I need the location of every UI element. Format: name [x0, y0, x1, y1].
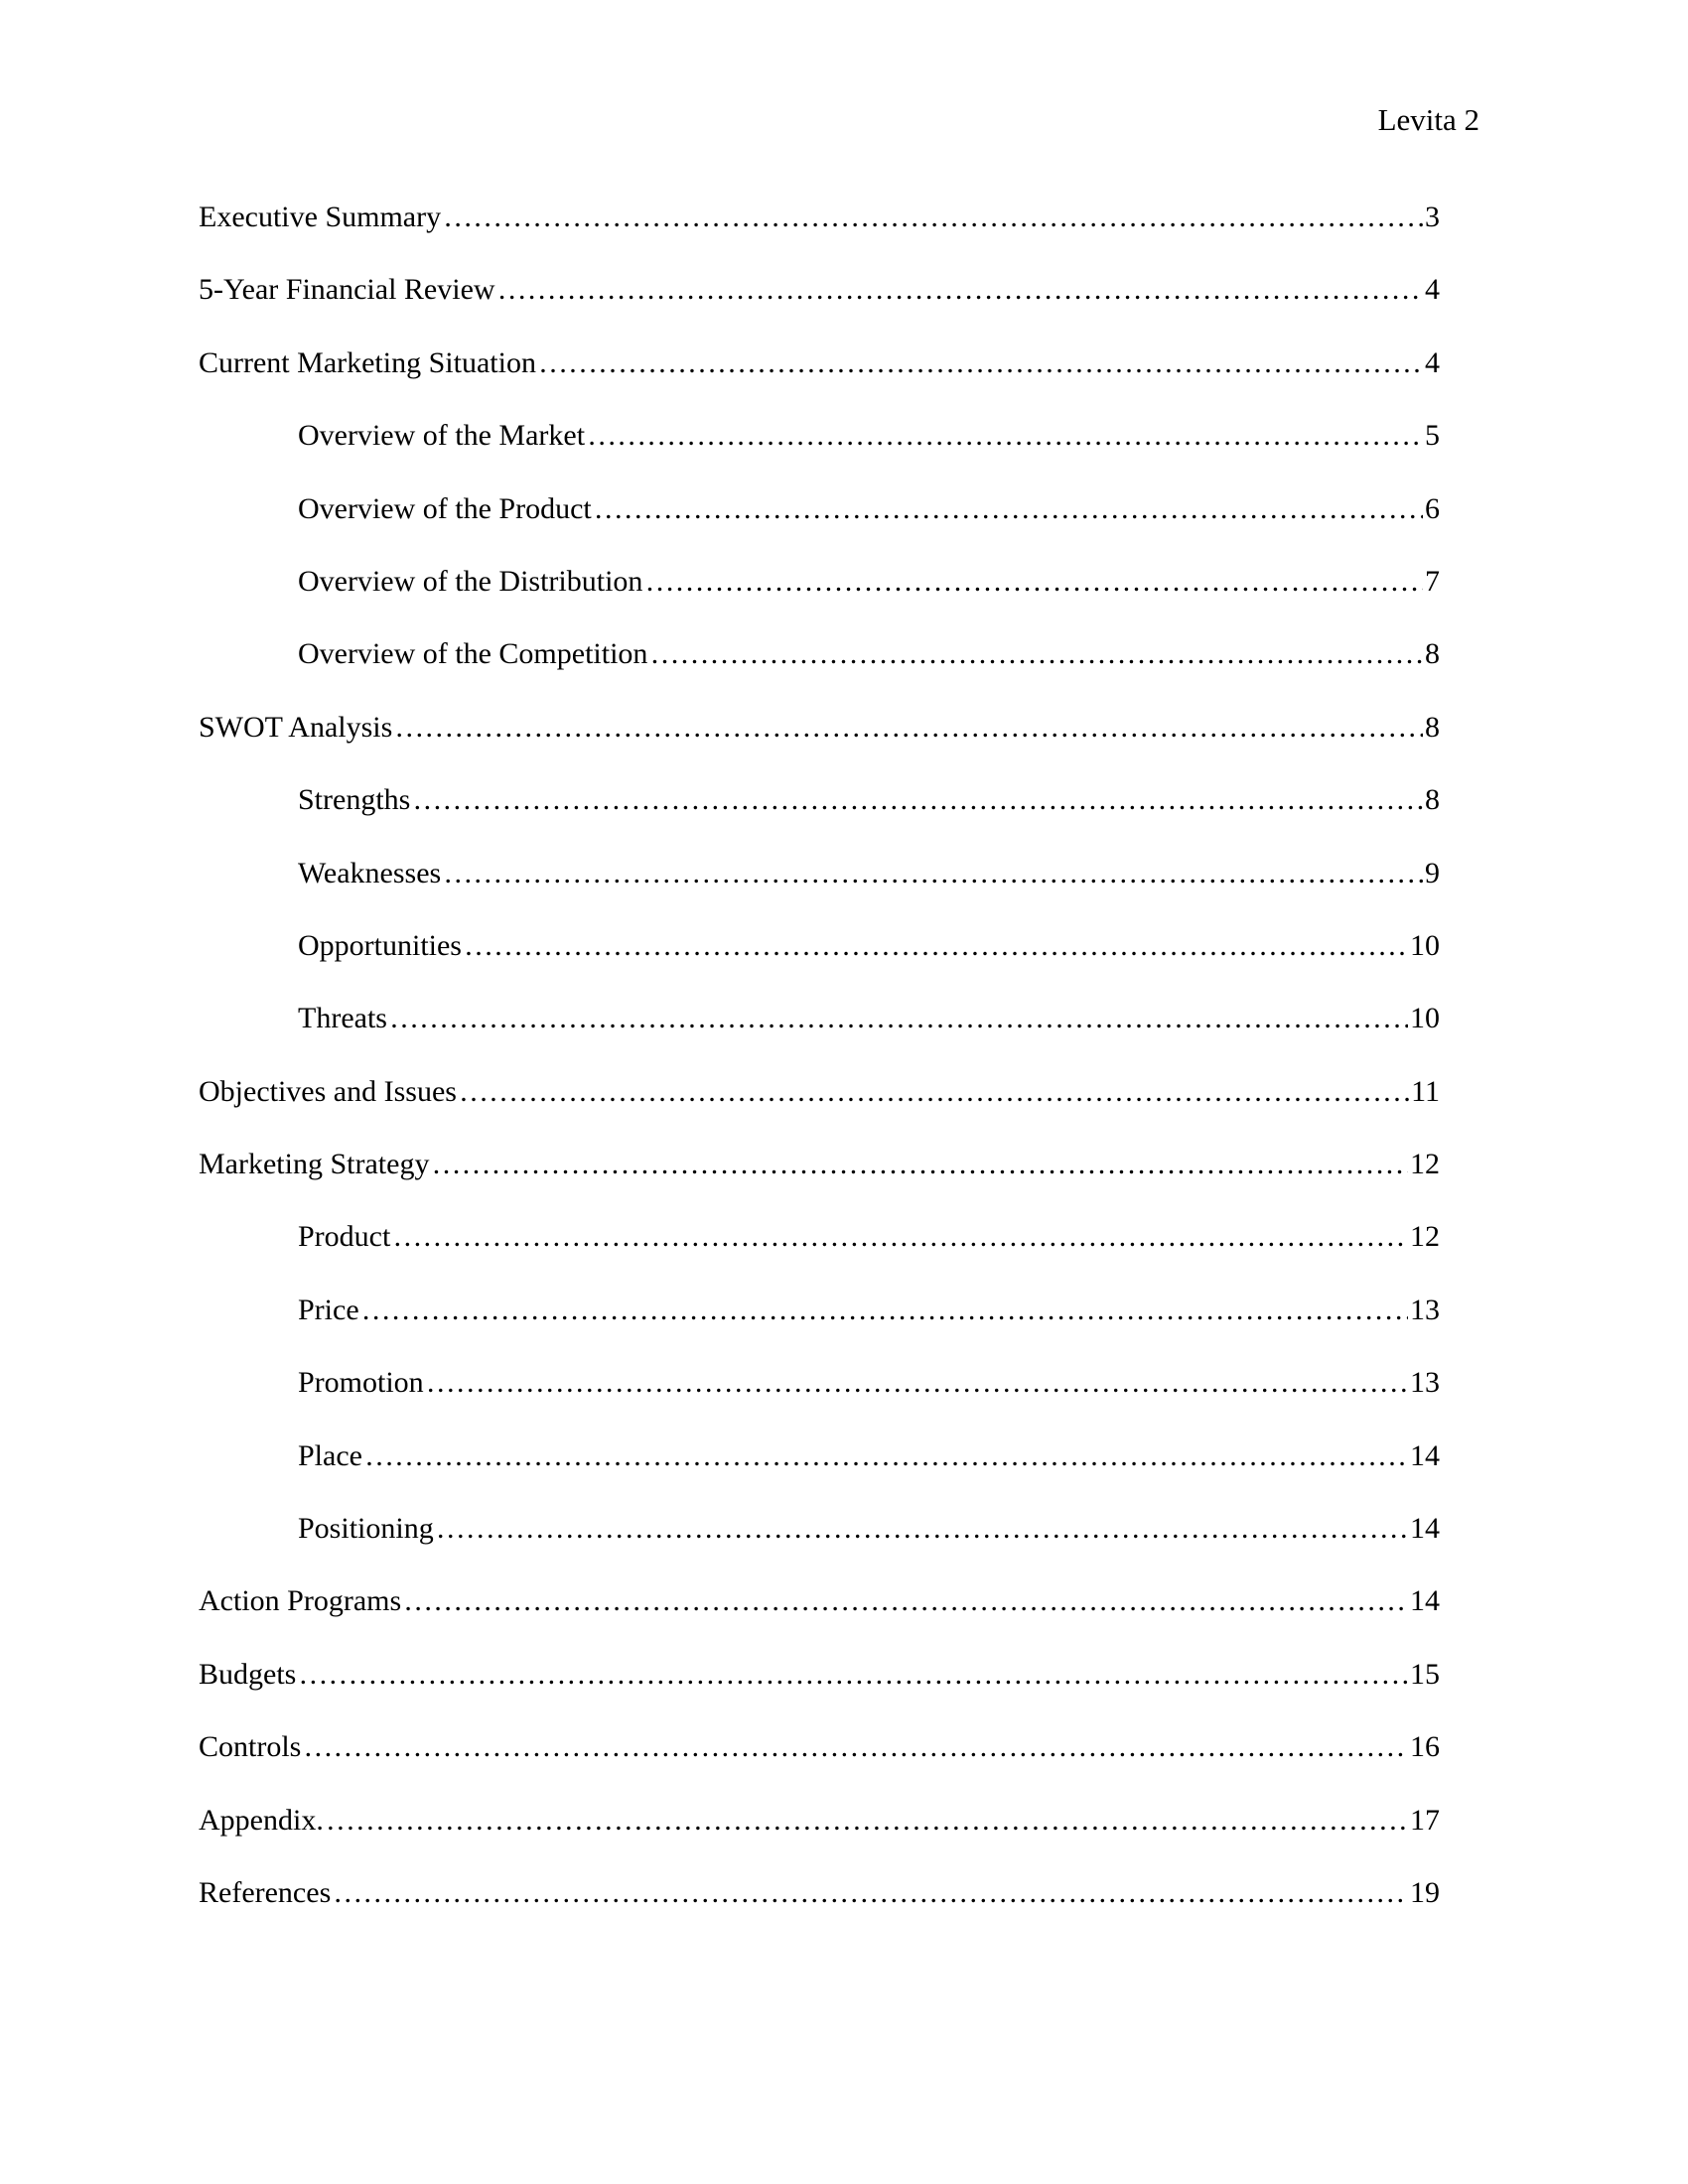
- toc-entry-label: Promotion: [298, 1366, 424, 1400]
- toc-leader-dots: [333, 1872, 1408, 1914]
- toc-entry-page-number: 3: [1425, 201, 1440, 233]
- toc-entry-page-number: 13: [1410, 1366, 1440, 1400]
- toc-entry: [199, 415, 1440, 487]
- toc-entry-label: 5-Year Financial Review: [199, 273, 495, 307]
- toc-entry-label: SWOT Analysis: [199, 710, 393, 744]
- toc-leader-dots: [394, 707, 1423, 749]
- toc-entry-label: Current Marketing Situation: [199, 345, 536, 379]
- toc-leader-dots: [389, 998, 1408, 1039]
- toc-entry: [199, 998, 1440, 1070]
- toc-leader-dots: [587, 415, 1423, 457]
- toc-entry-label: Opportunities: [298, 928, 462, 962]
- toc-leader-dots: [364, 1435, 1408, 1477]
- toc-entry: [199, 779, 1440, 852]
- toc-entry-label: Product: [298, 1220, 391, 1254]
- running-head: Levita 2: [1377, 102, 1479, 137]
- toc-entry-label: References: [199, 1875, 332, 1909]
- toc-entry-label: Strengths: [298, 783, 411, 817]
- toc-entry: [199, 1071, 1440, 1144]
- table-of-contents: [199, 197, 1440, 1945]
- toc-entry: [199, 707, 1440, 779]
- toc-entry-page-number: 11: [1411, 1074, 1440, 1108]
- toc-entry-page-number: 12: [1410, 1148, 1440, 1181]
- toc-entry-label: Objectives and Issues: [199, 1074, 457, 1108]
- toc-leader-dots: [538, 342, 1423, 384]
- toc-entry-label: Budgets: [199, 1657, 297, 1691]
- toc-entry-page-number: 13: [1410, 1293, 1440, 1326]
- toc-entry: [199, 1362, 1440, 1434]
- toc-entry: [199, 1580, 1440, 1653]
- toc-entry-label: Overview of the Competition: [298, 637, 648, 671]
- toc-leader-dots: [426, 1362, 1408, 1404]
- toc-entry-label: Price: [298, 1293, 359, 1326]
- toc-entry-label: Threats: [298, 1002, 387, 1035]
- toc-entry-page-number: 5: [1425, 419, 1440, 453]
- toc-entry-page-number: 14: [1410, 1438, 1440, 1472]
- toc-leader-dots: [649, 633, 1423, 675]
- toc-entry: [199, 561, 1440, 633]
- toc-entry-page-number: 10: [1410, 1002, 1440, 1035]
- toc-entry: [199, 342, 1440, 415]
- toc-leader-dots: [361, 1290, 1408, 1331]
- toc-leader-dots: [392, 1216, 1408, 1258]
- toc-leader-dots: [459, 1071, 1409, 1113]
- toc-entry: [199, 1726, 1440, 1799]
- toc-entry: [199, 269, 1440, 341]
- toc-entry-page-number: 14: [1410, 1584, 1440, 1618]
- toc-entry-page-number: 19: [1410, 1875, 1440, 1909]
- toc-leader-dots: [443, 197, 1423, 238]
- toc-entry-page-number: 16: [1410, 1730, 1440, 1764]
- toc-entry-page-number: 10: [1410, 928, 1440, 962]
- toc-entry-page-number: 4: [1425, 345, 1440, 379]
- toc-leader-dots: [594, 488, 1423, 530]
- toc-entry-page-number: 8: [1425, 783, 1440, 817]
- toc-entry: [199, 1144, 1440, 1216]
- toc-entry-label: Overview of the Distribution: [298, 564, 643, 598]
- toc-entry-page-number: 8: [1425, 637, 1440, 671]
- toc-leader-dots: [326, 1800, 1408, 1842]
- toc-leader-dots: [436, 1508, 1408, 1550]
- toc-entry-label: Marketing Strategy: [199, 1148, 430, 1181]
- toc-entry-page-number: 4: [1425, 273, 1440, 307]
- toc-entry: [199, 1654, 1440, 1726]
- toc-entry-page-number: 12: [1410, 1220, 1440, 1254]
- toc-leader-dots: [298, 1654, 1408, 1696]
- toc-leader-dots: [497, 269, 1423, 311]
- toc-leader-dots: [443, 853, 1423, 894]
- toc-entry-label: Overview of the Market: [298, 419, 586, 453]
- toc-entry: [199, 633, 1440, 706]
- toc-entry-page-number: 6: [1425, 491, 1440, 525]
- toc-entry: [199, 1290, 1440, 1362]
- toc-leader-dots: [412, 779, 1423, 821]
- toc-leader-dots: [403, 1580, 1408, 1622]
- toc-entry-label: Overview of the Product: [298, 491, 592, 525]
- toc-entry-page-number: 7: [1425, 564, 1440, 598]
- toc-entry-label: Place: [298, 1438, 362, 1472]
- toc-leader-dots: [644, 561, 1423, 603]
- toc-leader-dots: [303, 1726, 1408, 1768]
- toc-entry-page-number: 8: [1425, 710, 1440, 744]
- toc-entry: [199, 1872, 1440, 1945]
- toc-entry-label: Executive Summary: [199, 201, 442, 233]
- toc-entry-label: Weaknesses: [298, 856, 442, 889]
- toc-entry-page-number: 15: [1410, 1657, 1440, 1691]
- toc-entry-label: Action Programs: [199, 1584, 402, 1618]
- toc-entry: [199, 1508, 1440, 1580]
- toc-leader-dots: [464, 925, 1408, 967]
- toc-entry: [199, 853, 1440, 925]
- toc-entry-page-number: 17: [1410, 1803, 1440, 1837]
- toc-entry-label: Positioning: [298, 1512, 434, 1546]
- toc-entry-page-number: 14: [1410, 1512, 1440, 1546]
- toc-entry-page-number: 9: [1425, 856, 1440, 889]
- toc-entry: [199, 1435, 1440, 1508]
- toc-entry: [199, 197, 1440, 269]
- toc-leader-dots: [431, 1144, 1408, 1185]
- toc-entry-label: Appendix.: [199, 1803, 324, 1837]
- toc-entry: [199, 1216, 1440, 1289]
- toc-entry: [199, 488, 1440, 561]
- toc-entry: [199, 925, 1440, 998]
- toc-entry-label: Controls: [199, 1730, 302, 1764]
- toc-entry: [199, 1800, 1440, 1872]
